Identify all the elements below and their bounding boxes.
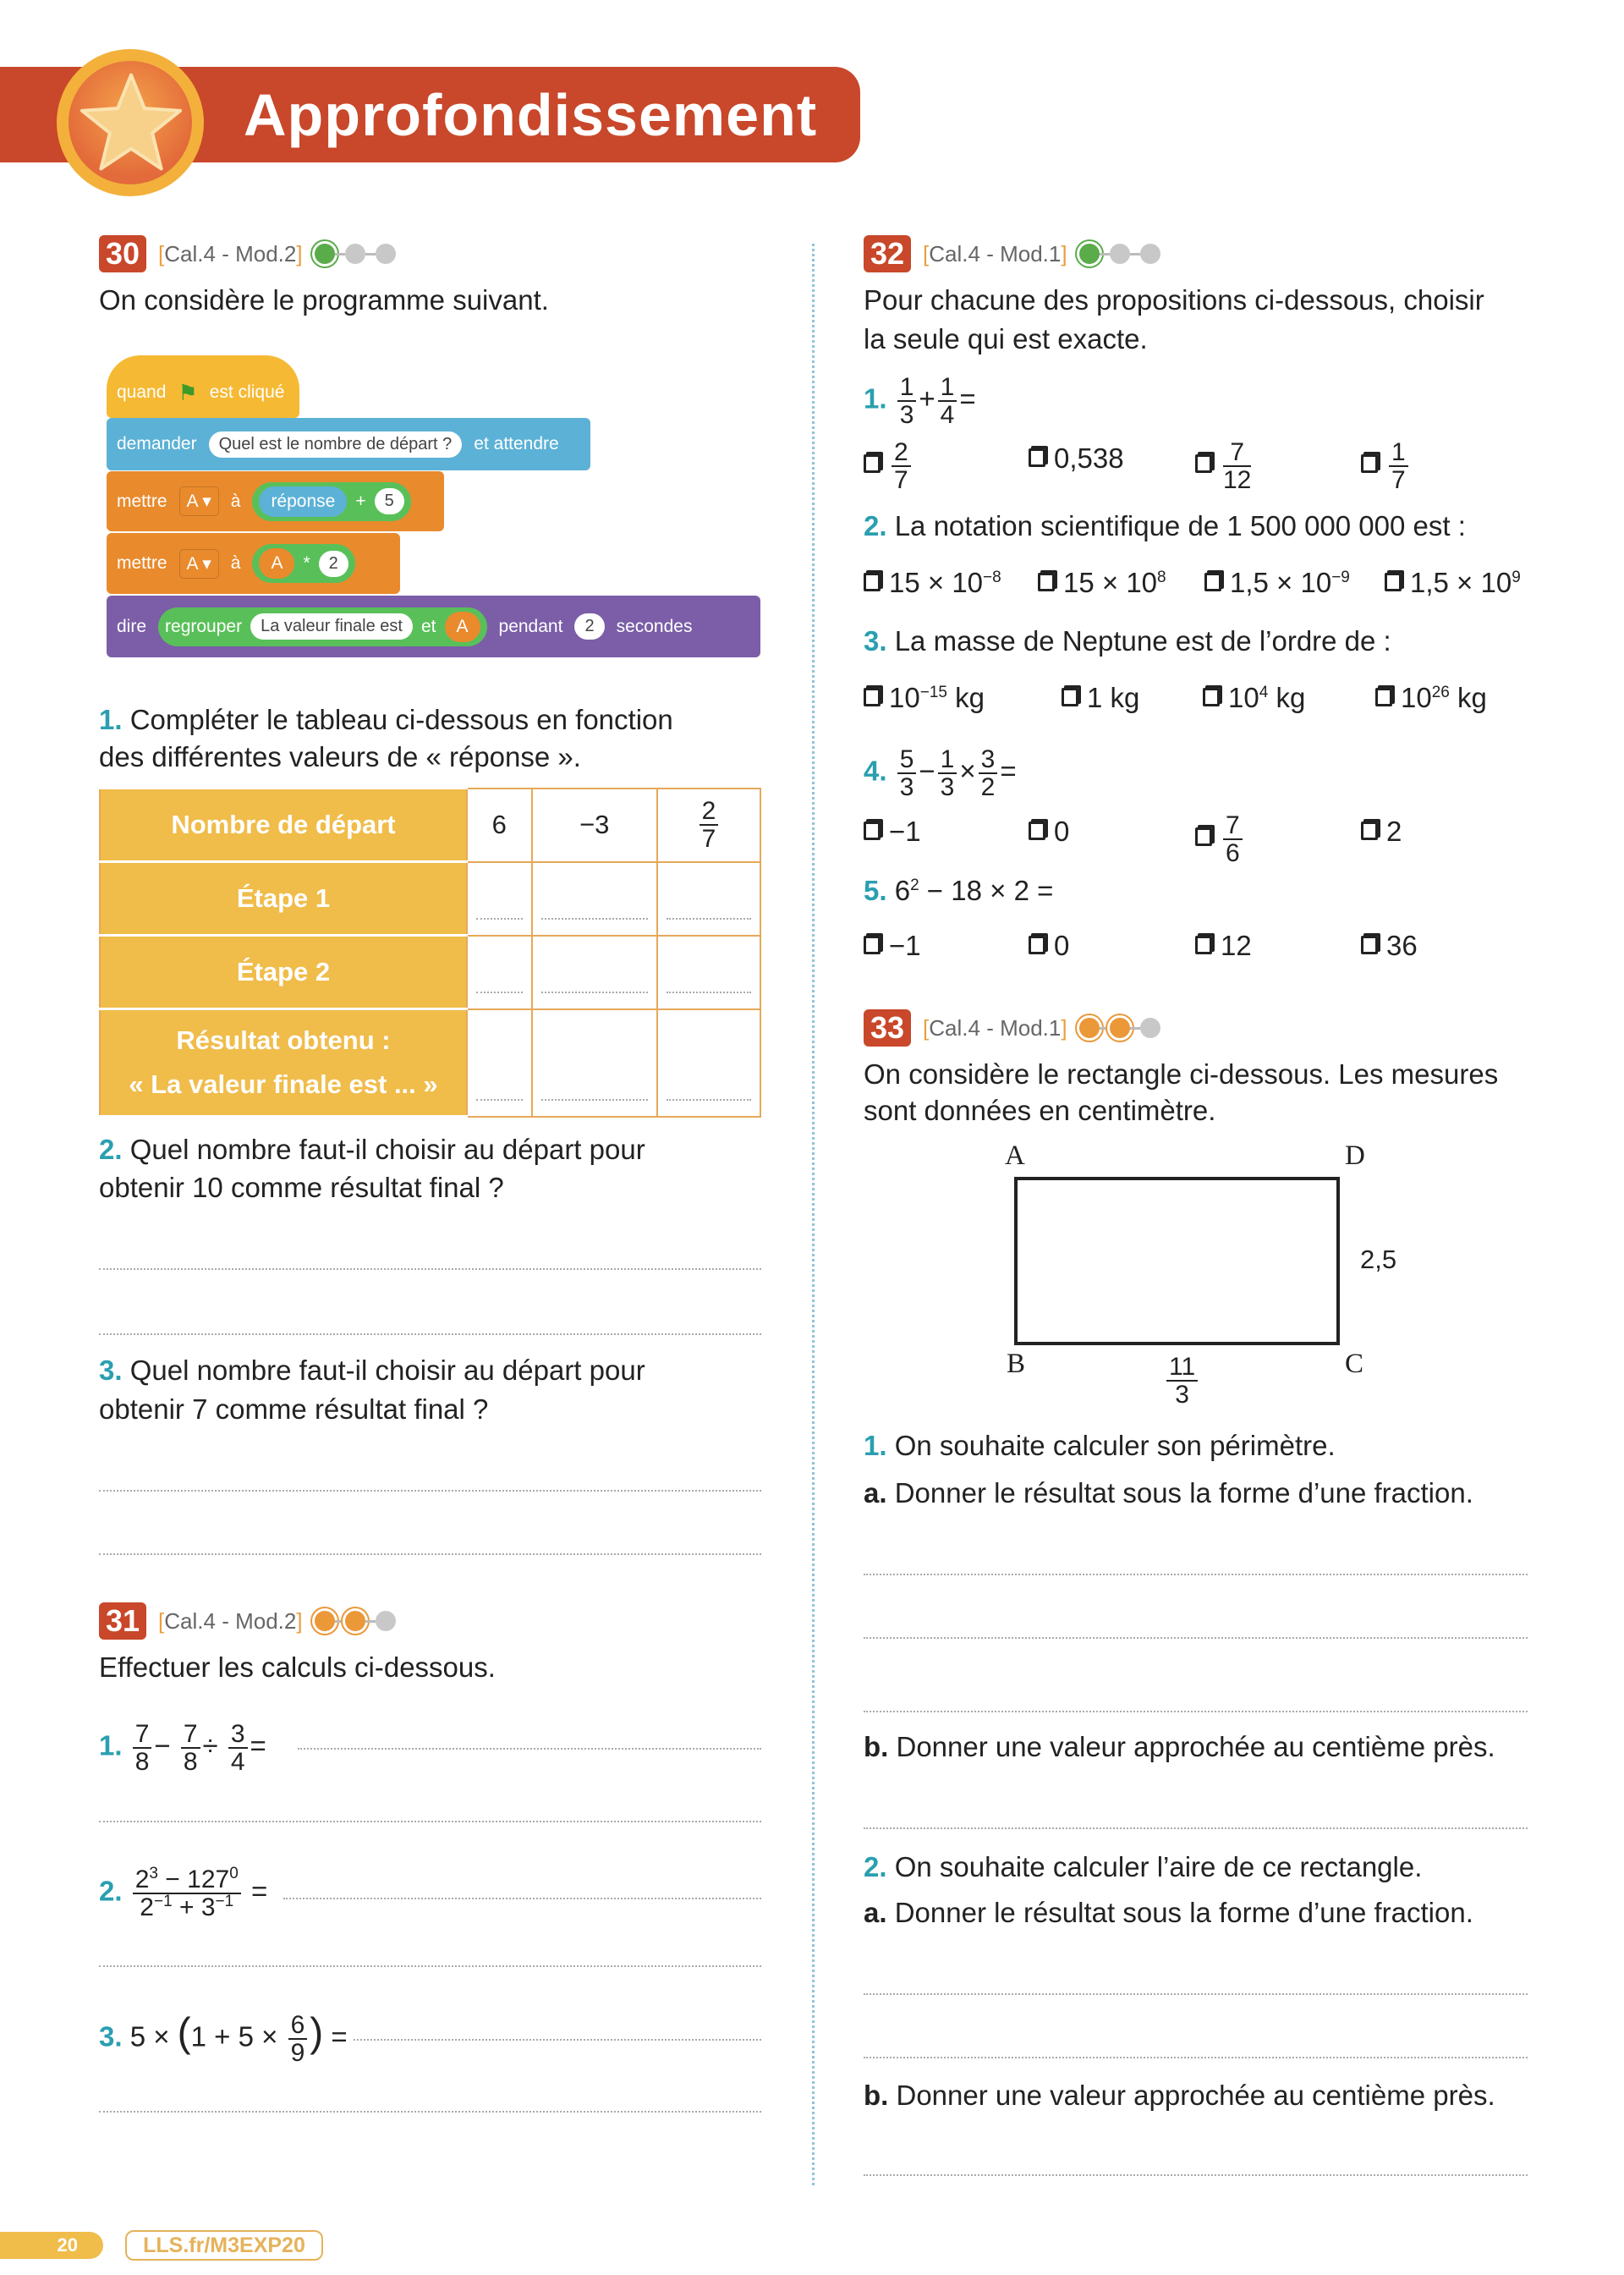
- exercise-intro: On considère le rectangle ci-dessous. Les mesures: [864, 1058, 1499, 1090]
- mcq-option[interactable]: $15 \times 10^{-8}$: [864, 563, 1001, 602]
- checkbox-icon: [1038, 573, 1055, 591]
- checkbox-icon: [1195, 454, 1212, 473]
- mcq-option[interactable]: $\frac{7}{6}$: [1195, 812, 1245, 866]
- vertex-label-c: C: [1345, 1349, 1364, 1379]
- exercise-number: 32: [864, 235, 911, 272]
- vertex-label-d: D: [1345, 1140, 1365, 1171]
- table-cell: −3: [532, 789, 658, 862]
- question-2b: b. Donner une valeur approchée au centième près.: [864, 2080, 1495, 2111]
- answer-line[interactable]: [99, 1490, 761, 1492]
- checkbox-icon: [1203, 688, 1220, 706]
- table-cell: $\frac{2}{7}$: [657, 789, 760, 862]
- question-1b: b. Donner une valeur approchée au centième près.: [864, 1731, 1495, 1762]
- checkbox-icon: [1029, 936, 1045, 954]
- height-label: 2,5: [1360, 1245, 1397, 1274]
- mcq-option[interactable]: $10^{26}$ kg: [1375, 679, 1487, 717]
- checkbox-icon: [1029, 448, 1045, 467]
- answer-cell[interactable]: [657, 1009, 760, 1117]
- row-header: Nombre de départ: [100, 789, 467, 862]
- exercise-tag: [Cal.4 - Mod.2]: [158, 240, 303, 267]
- difficulty-indicator: [1079, 244, 1160, 264]
- answer-cell[interactable]: [532, 936, 658, 1009]
- mcq-option[interactable]: 36: [1361, 926, 1418, 964]
- mcq-5-question: 5. $6^2 - 18 \times 2$ =: [864, 875, 1054, 906]
- checkbox-icon: [1204, 573, 1221, 591]
- scratch-ask-block: demander Quel est le nombre de départ ? et attendre: [107, 418, 590, 470]
- exercise-tag: [Cal.4 - Mod.2]: [158, 1607, 303, 1634]
- exercise-intro: Effectuer les calculs ci-dessous.: [99, 1651, 496, 1683]
- page-title: Approfondissement: [244, 82, 818, 148]
- answer-cell[interactable]: [467, 1009, 532, 1117]
- rectangle-figure: [1014, 1177, 1340, 1345]
- calc-3: 3. 5 × (1 + 5 × $\frac{6}{9}$ ) =: [99, 2010, 348, 2067]
- table-cell: 6: [467, 789, 532, 862]
- mcq-option[interactable]: 0: [1029, 926, 1069, 964]
- checkbox-icon: [864, 822, 881, 840]
- answer-line[interactable]: [99, 1333, 761, 1335]
- answer-line[interactable]: [298, 1748, 761, 1750]
- row-header: Résultat obtenu : « La valeur finale est ... »: [100, 1009, 467, 1117]
- answer-line[interactable]: [864, 1574, 1528, 1575]
- mcq-option[interactable]: $1,5 \times 10^{-9}$: [1204, 563, 1350, 602]
- mcq-option[interactable]: 12: [1195, 926, 1252, 964]
- mcq-2-question: 2. La notation scientifique de 1 500 000 000 est :: [864, 510, 1466, 541]
- mcq-option[interactable]: $1,5 \times 10^9$: [1385, 563, 1521, 602]
- resource-link[interactable]: LLS.fr/M3EXP20: [125, 2230, 323, 2261]
- answer-cell[interactable]: [657, 862, 760, 936]
- mcq-option[interactable]: $10^{-15}$ kg: [864, 679, 985, 717]
- answer-line[interactable]: [354, 2039, 761, 2041]
- question-2: 2. On souhaite calculer l’aire de ce rectangle.: [864, 1851, 1423, 1882]
- mcq-option[interactable]: −1: [864, 812, 921, 850]
- exercise-intro: On considère le programme suivant.: [99, 284, 549, 316]
- exercise-30-header: [99, 235, 396, 272]
- answer-line[interactable]: [864, 1711, 1528, 1712]
- mcq-option[interactable]: −1: [864, 926, 921, 964]
- question-2-cont: obtenir 10 comme résultat final ?: [99, 1172, 504, 1203]
- question-1: 1. On souhaite calculer son périmètre.: [864, 1430, 1336, 1461]
- scratch-set-block-2: mettre A ▾ à A * 2: [107, 533, 400, 594]
- answer-line[interactable]: [99, 2111, 761, 2113]
- row-header: Étape 1: [100, 862, 467, 936]
- checkbox-icon: [1195, 936, 1212, 954]
- answer-cell[interactable]: [467, 936, 532, 1009]
- answer-cell[interactable]: [657, 936, 760, 1009]
- question-2a: a. Donner le résultat sous la forme d’une fraction.: [864, 1897, 1473, 1928]
- column-divider: [812, 244, 815, 2185]
- row-header: Étape 2: [100, 936, 467, 1009]
- answer-line[interactable]: [864, 1637, 1528, 1639]
- star-icon: [57, 49, 204, 196]
- question-1: 1. Compléter le tableau ci-dessous en fonction: [99, 704, 673, 735]
- answer-cell[interactable]: [532, 1009, 658, 1117]
- checkbox-icon: [1385, 573, 1402, 591]
- checkbox-icon: [1361, 454, 1378, 473]
- checkbox-icon: [864, 936, 881, 954]
- mcq-3-question: 3. La masse de Neptune est de l’ordre de :: [864, 625, 1391, 657]
- question-1a: a. Donner le résultat sous la forme d’une fraction.: [864, 1477, 1473, 1508]
- mcq-1-question: 1. $\frac{1}{3}$ + $\frac{1}{4}$ =: [864, 373, 976, 429]
- vertex-label-a: A: [1005, 1140, 1025, 1171]
- exercise-intro-cont: sont données en centimètre.: [864, 1095, 1216, 1126]
- calc-1: 1. $\frac{7}{8}$ − $\frac{7}{8}$ ÷ $\frac{3}{4}$ =: [99, 1720, 266, 1776]
- exercise-33-header: [864, 1009, 1160, 1047]
- checkbox-icon: [1062, 688, 1078, 706]
- mcq-option[interactable]: 1 kg: [1062, 679, 1139, 717]
- exercise-intro: Pour chacune des propositions ci-dessous, choisir: [864, 284, 1484, 316]
- answer-line[interactable]: [99, 1821, 761, 1822]
- exercise-number: 30: [99, 235, 146, 272]
- checkbox-icon: [1361, 936, 1378, 954]
- checkbox-icon: [864, 688, 881, 706]
- mcq-option[interactable]: $\frac{1}{7}$: [1361, 439, 1411, 493]
- exercise-tag: [Cal.4 - Mod.1]: [923, 1014, 1067, 1041]
- question-2: 2. Quel nombre faut-il choisir au départ pour: [99, 1134, 645, 1165]
- difficulty-indicator: [315, 1611, 396, 1631]
- mcq-option[interactable]: $10^4$ kg: [1203, 679, 1305, 717]
- vertex-label-b: B: [1007, 1349, 1026, 1379]
- answer-line[interactable]: [864, 2174, 1528, 2176]
- calc-2: 2. $\frac{2^3 - 127^0}{2^{-1} + 3^{-1}}$ =: [99, 1865, 268, 1921]
- page-number: 20: [0, 2232, 103, 2259]
- difficulty-indicator: [315, 244, 396, 264]
- mcq-option[interactable]: 0,538: [1029, 439, 1124, 477]
- scratch-when-flag-block: quand ⚑ est cliqué: [107, 355, 299, 418]
- scratch-say-block: dire regrouper La valeur finale est et A pendant 2 secondes: [107, 596, 760, 657]
- question-1-cont: des différentes valeurs de « réponse ».: [99, 741, 581, 772]
- answer-line[interactable]: [99, 1965, 761, 1967]
- exercise-number: 31: [99, 1602, 146, 1640]
- answer-line[interactable]: [864, 1827, 1528, 1829]
- mcq-option[interactable]: 2: [1361, 812, 1402, 850]
- checkbox-icon: [864, 573, 881, 591]
- checkbox-icon: [1195, 827, 1212, 846]
- mcq-option[interactable]: $\frac{7}{12}$: [1195, 439, 1254, 493]
- answer-cell[interactable]: [467, 862, 532, 936]
- checkbox-icon: [864, 454, 881, 473]
- answer-cell[interactable]: [532, 862, 658, 936]
- answer-line[interactable]: [99, 1268, 761, 1270]
- difficulty-indicator: [1079, 1018, 1160, 1038]
- answer-line[interactable]: [864, 2057, 1528, 2058]
- width-label: $\frac{11}{3}$: [1164, 1354, 1200, 1408]
- answer-line[interactable]: [99, 1553, 761, 1555]
- exercise-32-header: [864, 235, 1160, 272]
- question-3-cont: obtenir 7 comme résultat final ?: [99, 1393, 489, 1425]
- mcq-option[interactable]: $\frac{2}{7}$: [864, 439, 914, 493]
- exercise-intro-cont: la seule qui est exacte.: [864, 323, 1148, 354]
- checkbox-icon: [1375, 688, 1392, 706]
- question-3: 3. Quel nombre faut-il choisir au départ pour: [99, 1355, 645, 1386]
- green-flag-icon: ⚑: [178, 379, 198, 405]
- mcq-option[interactable]: $15 \times 10^8$: [1038, 563, 1166, 602]
- answer-line[interactable]: [864, 1993, 1528, 1995]
- mcq-4-question: 4. $\frac{5}{3}$ − $\frac{1}{3}$ × $\frac{3}{2}$ =: [864, 745, 1017, 801]
- checkbox-icon: [1361, 822, 1378, 840]
- exercise-31-header: [99, 1602, 396, 1640]
- exercise-number: 33: [864, 1009, 911, 1047]
- exercise-tag: [Cal.4 - Mod.1]: [923, 240, 1067, 267]
- values-table: [99, 787, 761, 1118]
- scratch-set-block-1: mettre A ▾ à réponse + 5: [107, 471, 444, 531]
- checkbox-icon: [1029, 822, 1045, 840]
- answer-line[interactable]: [283, 1898, 761, 1899]
- mcq-option[interactable]: 0: [1029, 812, 1069, 850]
